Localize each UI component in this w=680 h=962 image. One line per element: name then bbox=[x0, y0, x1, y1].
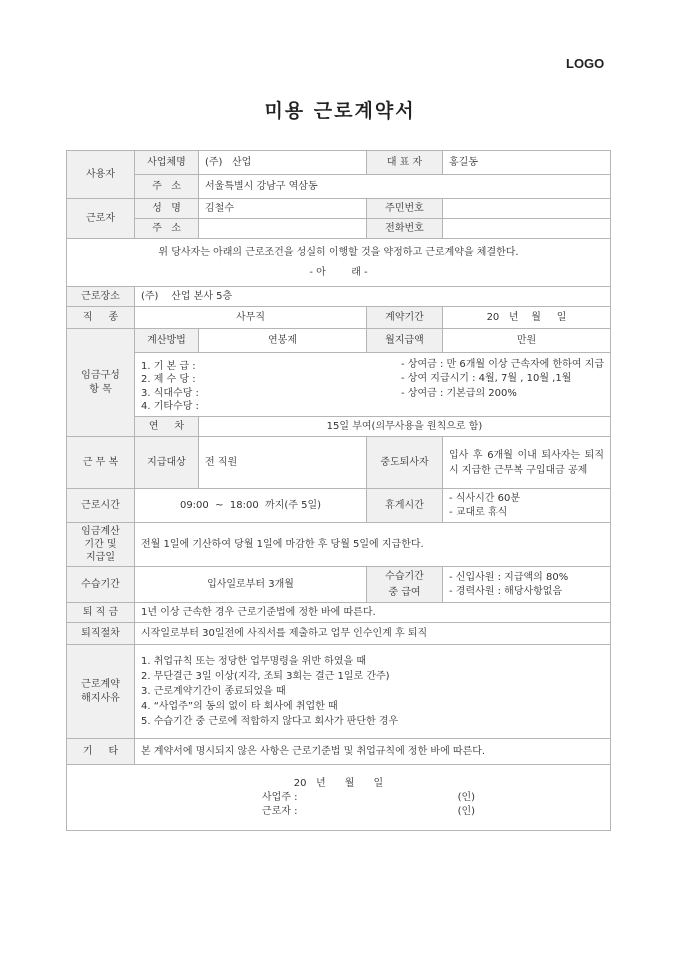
hours-row bbox=[67, 489, 611, 523]
worker-label: 근로자 bbox=[67, 199, 135, 239]
signature-date: 20 년 월 일 bbox=[293, 777, 384, 789]
bonus-text: - 상여금 : 만 6개월 이상 근속자에 한하여 지급 - 상여 지급시기 : 4월, 7월 , 10월 ,1월 - 상여금 : 기본급의 200% bbox=[401, 358, 604, 399]
probation-pay-value: - 신입사원 : 지급액의 80% - 경력사원 : 해당사항없음 bbox=[443, 567, 611, 603]
etc-label: 기 타 bbox=[67, 739, 135, 765]
hours-value: 09:00 ~ 18:00 까지(주 5일) bbox=[135, 489, 367, 523]
employer-sign-label: 사업주 : bbox=[261, 791, 298, 803]
resign-value: 시작일로부터 30일전에 사직서를 제출하고 업무 인수인계 후 퇴직 bbox=[135, 623, 611, 645]
employer-label: 사용자 bbox=[67, 151, 135, 199]
job-label: 직 종 bbox=[67, 307, 135, 329]
worker-phone-value bbox=[443, 219, 611, 239]
ceo-value: 홍길동 bbox=[443, 151, 611, 175]
workplace-label: 근로장소 bbox=[67, 287, 135, 307]
intro-cell bbox=[67, 239, 611, 287]
calc-method-label: 계산방법 bbox=[135, 329, 199, 353]
termination-row bbox=[67, 645, 611, 739]
workplace-row bbox=[67, 287, 611, 307]
probation-value: 입사일로부터 3개월 bbox=[135, 567, 367, 603]
wage-items-cell bbox=[135, 353, 611, 417]
leave-value: 15일 부여(의무사용을 원칙으로 함) bbox=[199, 417, 611, 437]
uniform-quit-value: 입사 후 6개월 이내 퇴사자는 퇴직 시 지급한 근무복 구입대금 공제 bbox=[443, 437, 611, 489]
worker-address-row bbox=[67, 219, 611, 239]
wage-items-row bbox=[67, 353, 611, 417]
employer-seal: (인) bbox=[457, 791, 476, 803]
intro-row bbox=[67, 239, 611, 287]
severance-label: 퇴 직 금 bbox=[67, 603, 135, 623]
worker-phone-label: 전화번호 bbox=[367, 219, 443, 239]
uniform-label: 근 무 복 bbox=[67, 437, 135, 489]
wage-items-list: 1. 기 본 급 : 2. 제 수 당 : 3. 식대수당 : 4. 기타수당 : bbox=[141, 360, 199, 412]
wage-calc-row bbox=[67, 329, 611, 353]
resign-row bbox=[67, 623, 611, 645]
worker-address-value bbox=[199, 219, 367, 239]
wage-label: 임금구성 항 목 bbox=[67, 329, 135, 437]
worker-signature-line bbox=[73, 805, 604, 819]
uniform-row bbox=[67, 437, 611, 489]
worker-seal: (인) bbox=[457, 805, 476, 817]
contract-period-value: 20 년 월 일 bbox=[443, 307, 611, 329]
severance-row bbox=[67, 603, 611, 623]
monthly-pay-label: 월지급액 bbox=[367, 329, 443, 353]
job-value: 사무직 bbox=[135, 307, 367, 329]
worker-idnum-value bbox=[443, 199, 611, 219]
calc-method-value: 연봉제 bbox=[199, 329, 367, 353]
worker-sign-label: 근로자 : bbox=[261, 805, 298, 817]
signature-cell bbox=[67, 765, 611, 831]
employer-address-row bbox=[67, 175, 611, 199]
worker-name-label: 성 명 bbox=[135, 199, 199, 219]
employer-signature-line bbox=[73, 791, 604, 805]
ahrae-text: - 아 래 - bbox=[309, 266, 368, 278]
leave-row bbox=[67, 417, 611, 437]
contract-table bbox=[66, 150, 611, 831]
worker-name-row bbox=[67, 199, 611, 219]
uniform-target-label: 지급대상 bbox=[135, 437, 199, 489]
monthly-pay-value: 만원 bbox=[443, 329, 611, 353]
uniform-quit-label: 중도퇴사자 bbox=[367, 437, 443, 489]
job-row bbox=[67, 307, 611, 329]
employer-address-label: 주 소 bbox=[135, 175, 199, 199]
wage-items-wrap bbox=[141, 356, 604, 414]
employer-company-row bbox=[67, 151, 611, 175]
termination-value: 1. 취업규칙 또는 정당한 업무명령을 위반 하였을 때 2. 무단결근 3일 이상(지각, 조퇴 3회는 결근 1일로 간주) 3. 근로계약기간이 종료되었을 때 4. “사업주”의 동의 없이 타 회사에 취업한 때 5. 수습기간 중 근로에 적합하지 않다고 회사가 판단한 경우 bbox=[135, 645, 611, 739]
worker-name-value: 김철수 bbox=[199, 199, 367, 219]
severance-value: 1년 이상 근속한 경우 근로기준법에 정한 바에 따른다. bbox=[135, 603, 611, 623]
signature-row bbox=[67, 765, 611, 831]
resign-label: 퇴직절차 bbox=[67, 623, 135, 645]
employer-address-value: 서울특별시 강남구 역삼동 bbox=[199, 175, 611, 199]
ceo-label: 대 표 자 bbox=[367, 151, 443, 175]
break-label: 휴게시간 bbox=[367, 489, 443, 523]
hours-label: 근로시간 bbox=[67, 489, 135, 523]
contract-period-label: 계약기간 bbox=[367, 307, 443, 329]
etc-row bbox=[67, 739, 611, 765]
company-value: (주) 산업 bbox=[199, 151, 367, 175]
payday-label: 임금계산 기간 및 지급일 bbox=[67, 523, 135, 567]
worker-idnum-label: 주민번호 bbox=[367, 199, 443, 219]
intro-text: 위 당사자는 아래의 근로조건을 성실히 이행할 것을 약정하고 근로계약을 체결한다. bbox=[158, 246, 519, 258]
workplace-value: (주) 산업 본사 5층 bbox=[135, 287, 611, 307]
uniform-target-value: 전 직원 bbox=[199, 437, 367, 489]
probation-label: 수습기간 bbox=[67, 567, 135, 603]
payday-row bbox=[67, 523, 611, 567]
company-label: 사업체명 bbox=[135, 151, 199, 175]
break-value: - 식사시간 60분 - 교대로 휴식 bbox=[443, 489, 611, 523]
termination-label: 근로계약 해지사유 bbox=[67, 645, 135, 739]
logo: LOGO bbox=[566, 56, 605, 71]
etc-value: 본 계약서에 명시되지 않은 사항은 근로기준법 및 취업규칙에 정한 바에 따른다. bbox=[135, 739, 611, 765]
worker-address-label: 주 소 bbox=[135, 219, 199, 239]
leave-label: 연 차 bbox=[135, 417, 199, 437]
payday-value: 전월 1일에 기산하여 당월 1일에 마감한 후 당월 5일에 지급한다. bbox=[135, 523, 611, 567]
probation-pay-label: 수습기간 중 급여 bbox=[367, 567, 443, 603]
page-title: 미용 근로계약서 bbox=[264, 100, 416, 122]
probation-row bbox=[67, 567, 611, 603]
